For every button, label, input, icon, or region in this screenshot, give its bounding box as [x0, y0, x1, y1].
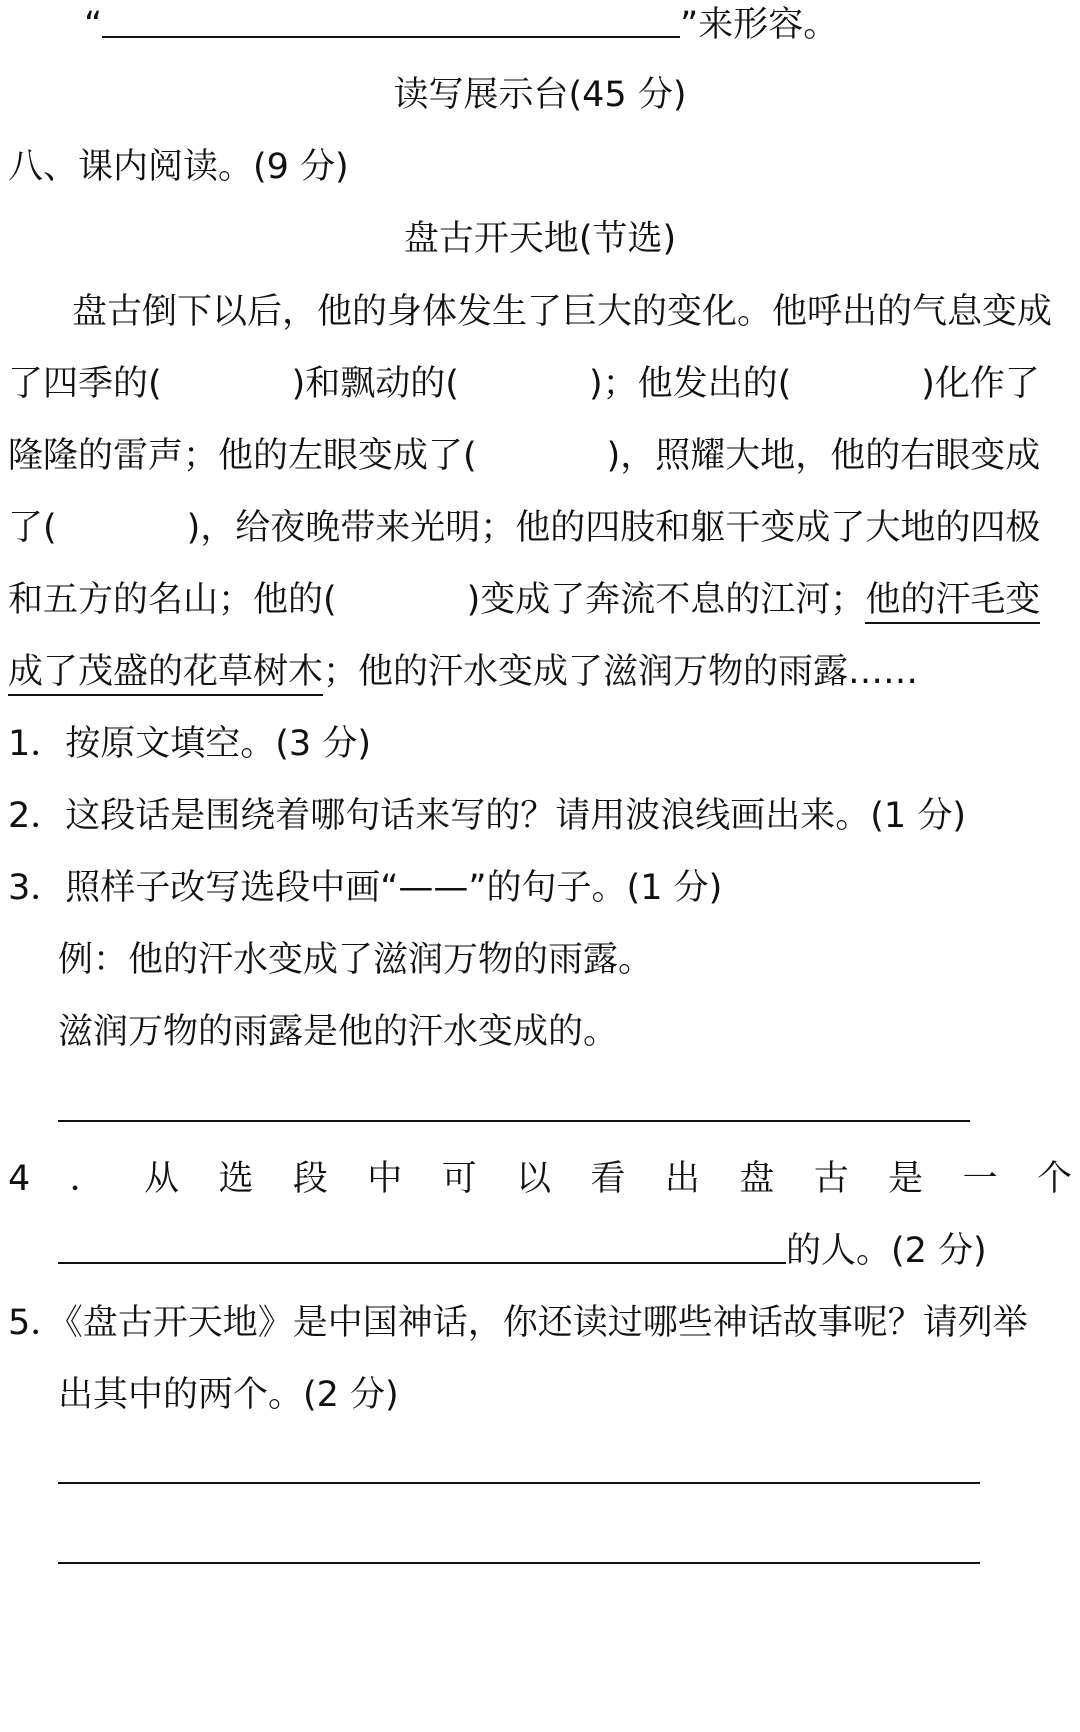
- question-3-example: 例：他的汗水变成了滋润万物的雨露。: [58, 940, 654, 980]
- question-2: 2．这段话是围绕着哪句话来写的？请用波浪线画出来。(1 分): [8, 796, 966, 836]
- question-3: 3．照样子改写选段中画“——”的句子。(1 分): [8, 868, 723, 908]
- q4-char: ．: [69, 1159, 105, 1199]
- question-8-heading: 八、课内阅读。(9 分): [8, 147, 349, 187]
- q4-char: 出: [664, 1159, 700, 1199]
- q4-char: 以: [516, 1159, 552, 1199]
- closing-text: ”来形容。: [680, 5, 839, 45]
- q4-char: 可: [441, 1159, 477, 1199]
- passage-line-1: 盘古倒下以后，他的身体发生了巨大的变化。他呼出的气息变成: [72, 292, 1053, 332]
- passage-text: )和飘动的(: [291, 364, 459, 404]
- passage-line-3: [8, 436, 1041, 476]
- passage-text: )变成了奔流不息的江河；: [466, 580, 866, 620]
- answer-blank[interactable]: [102, 8, 680, 38]
- q4-char: 看: [590, 1159, 626, 1199]
- section-title: 读写展示台(45 分): [393, 75, 687, 115]
- passage-text: 了四季的(: [8, 364, 162, 404]
- q4-char: 古: [813, 1159, 849, 1199]
- answer-line-q5-1[interactable]: [58, 1482, 980, 1484]
- previous-question-tail: [84, 5, 839, 45]
- passage-text: )，照耀大地，他的右眼变成: [606, 436, 1041, 476]
- open-quote: “: [84, 5, 103, 45]
- q4-char: 4: [8, 1159, 31, 1199]
- answer-line-q3[interactable]: [58, 1120, 970, 1122]
- question-4-continued: [58, 1231, 987, 1271]
- question-5-line-1: 5．《盘古开天地》是中国神话，你还读过哪些神话故事呢？请列举: [8, 1303, 1028, 1343]
- passage-line-2: [8, 364, 1040, 404]
- underlined-sentence: 他的汗毛变: [865, 580, 1040, 624]
- q4-char: 是: [888, 1159, 924, 1199]
- passage-text: ；他的汗水变成了滋润万物的雨露……: [323, 652, 919, 692]
- passage-text: 了(: [8, 508, 57, 548]
- passage-title: 盘古开天地(节选): [403, 219, 677, 259]
- question-3-example-answer: 滋润万物的雨露是他的汗水变成的。: [58, 1012, 619, 1052]
- answer-line-q5-2[interactable]: [58, 1562, 980, 1564]
- q4-char: 从: [144, 1159, 180, 1199]
- passage-text: )化作了: [921, 364, 1040, 404]
- passage-line-5: [8, 580, 1041, 620]
- q4-char: 个: [1036, 1159, 1072, 1199]
- question-1: 1．按原文填空。(3 分): [8, 724, 371, 764]
- question-5-line-2: 出其中的两个。(2 分): [58, 1375, 399, 1415]
- q4-char: 段: [292, 1159, 328, 1199]
- passage-text: )；他发出的(: [588, 364, 792, 404]
- passage-line-6: [8, 652, 919, 692]
- passage-text: 隆隆的雷声；他的左眼变成了(: [8, 436, 477, 476]
- q4-char: 一: [962, 1159, 998, 1199]
- q4-char: 盘: [739, 1159, 775, 1199]
- underlined-sentence: 成了茂盛的花草树木: [8, 652, 323, 696]
- question-4: [8, 1159, 1072, 1199]
- answer-blank-q4[interactable]: [58, 1234, 786, 1264]
- q4-char: 选: [218, 1159, 254, 1199]
- q4-char: 中: [367, 1159, 403, 1199]
- passage-line-4: [8, 508, 1041, 548]
- q4-end-text: 的人。(2 分): [786, 1231, 987, 1271]
- passage-text: )，给夜晚带来光明；他的四肢和躯干变成了大地的四极: [186, 508, 1041, 548]
- passage-text: 和五方的名山；他的(: [8, 580, 337, 620]
